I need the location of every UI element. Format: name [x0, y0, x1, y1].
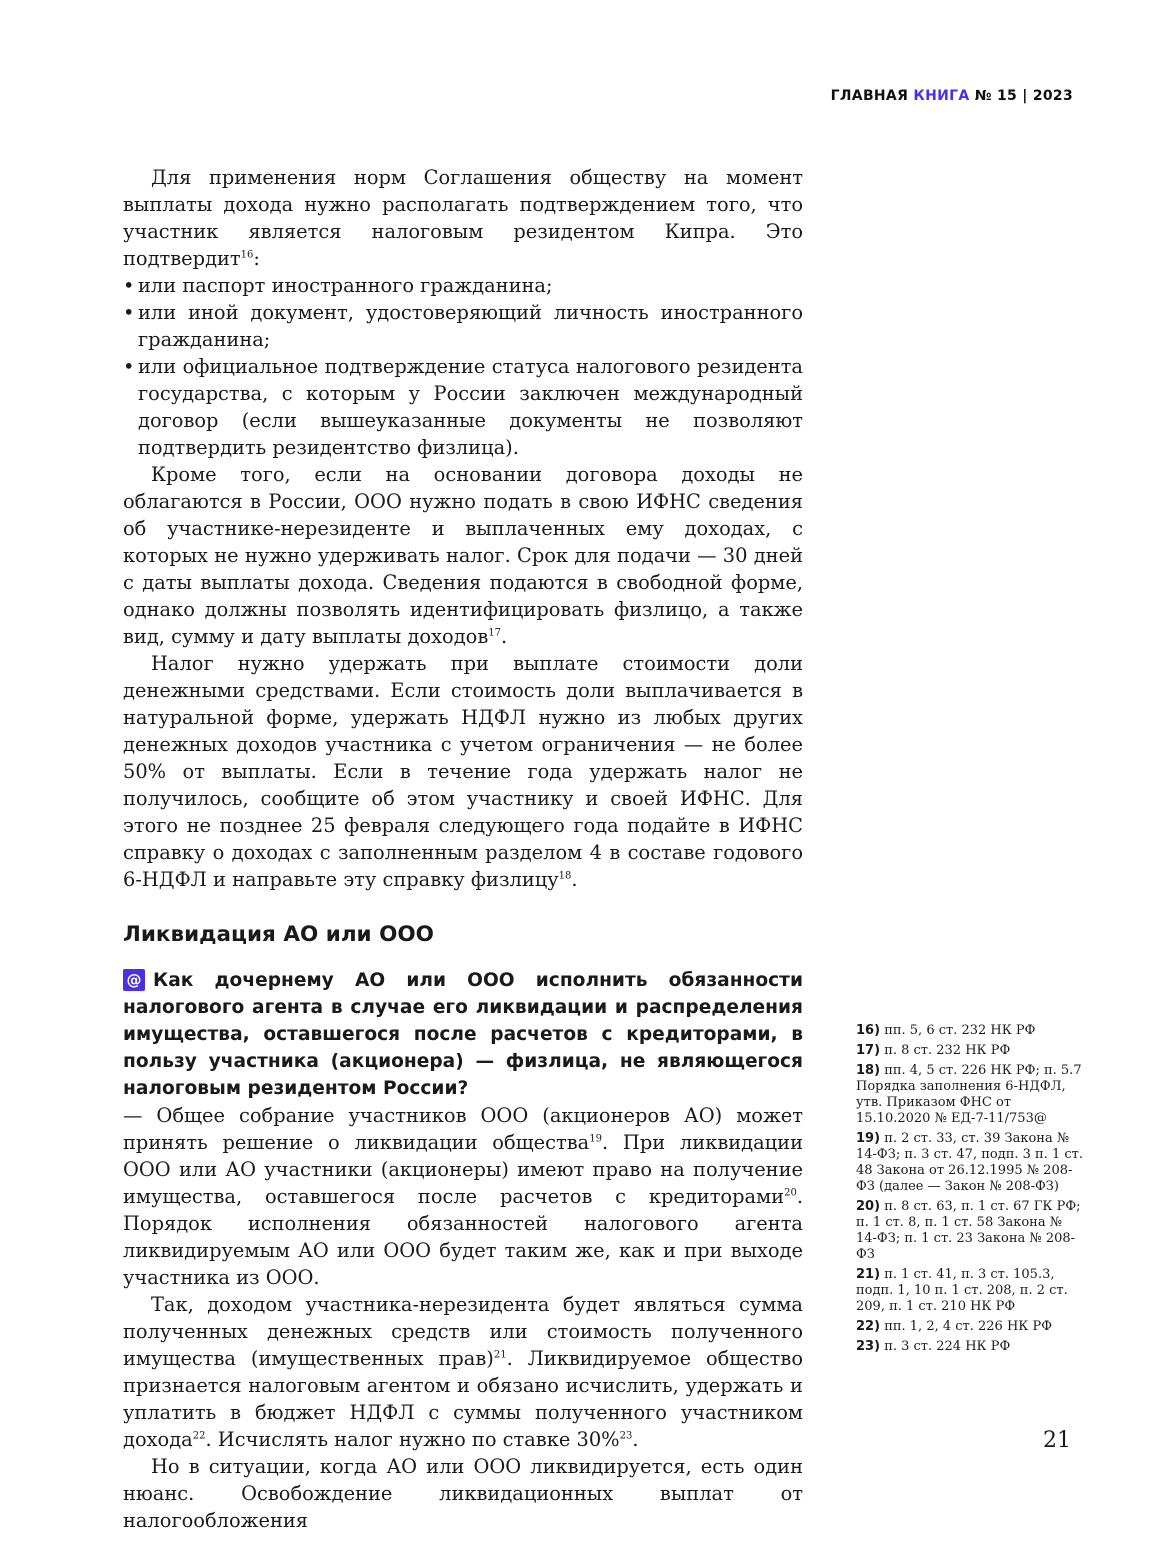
footnote-21	[856, 1267, 1086, 1315]
paragraph-3	[123, 650, 803, 893]
question-text: Как дочернему АО или ООО исполнить обязанности налогового агента в случае его ликвидации и распределения имущества, оставшегося после расчетов с кредиторами, в пользу участника (акционера) — физлица, не являющегося налоговым резидентом России?	[123, 970, 803, 1099]
issue-number: № 15 | 2023	[974, 88, 1073, 104]
main-column	[123, 164, 803, 1534]
footnote-number: 23)	[856, 1339, 881, 1354]
footnote-ref-22[interactable]: 22	[192, 1430, 206, 1442]
footnote-23	[856, 1339, 1086, 1355]
footnote-number: 18)	[856, 1063, 881, 1078]
brand-kniga: КНИГА	[913, 88, 970, 104]
footnote-text: п. 3 ст. 224 НК РФ	[884, 1339, 1011, 1354]
answer-paragraph	[123, 1102, 803, 1291]
list-item: • или официальное подтверждение статуса налогового резидента государства, с которым у России заключен международный договор (если вышеуказанные документы не позволяют подтвердить резидентство физлица).	[123, 353, 803, 461]
footnote-number: 21)	[856, 1267, 881, 1282]
paragraph-5	[123, 1291, 803, 1453]
footnote-20	[856, 1199, 1086, 1263]
paragraph-5-text-c: . Исчислять налог нужно по ставке 30%	[205, 1428, 620, 1451]
footnote-number: 17)	[856, 1043, 881, 1058]
footnote-ref-18[interactable]: 18	[558, 870, 572, 882]
footnote-text: п. 2 ст. 33, ст. 39 Закона № 14-ФЗ; п. 3 ст. 47, подп. 3 п. 1 ст. 48 Закона от 26.12.1995 № 208-ФЗ (далее — Закон № 208-ФЗ)	[856, 1131, 1083, 1194]
paragraph-5-text-b: . Ликвидируемое общество признается налоговым агентом и обязано исчислить, удержать и уплатить в бюджет НДФЛ с суммы полученного участником дохода	[123, 1347, 803, 1451]
paragraph-2-end: .	[500, 625, 508, 648]
paragraph-1	[123, 164, 803, 272]
list-item: • или иной документ, удостоверяющий личность иностранного гражданина;	[123, 299, 803, 353]
footnote-ref-16[interactable]: 16	[240, 249, 254, 261]
paragraph-3-text: Налог нужно удержать при выплате стоимости доли денежными средствами. Если стоимость доли выплачивается в натуральной форме, удержать НДФЛ нужно из любых других денежных доходов участника с учетом ограничения — не более 50% от выплаты. Если в течение года удержать налог не получилось, сообщите об этом участнику и своей ИФНС. Для этого не позднее 25 февраля следующего года подайте в ИФНС справку о доходах с заполненным разделом 4 в составе годового 6-НДФЛ и направьте эту справку физлицу	[123, 652, 803, 891]
page-number: 21	[1043, 1428, 1071, 1453]
footnote-ref-23[interactable]: 23	[619, 1430, 633, 1442]
documents-list	[123, 272, 803, 461]
footnote-number: 20)	[856, 1199, 881, 1214]
answer-text-c: . Порядок исполнения обязанностей налогового агента ликвидируемым АО или ООО будет таким же, как и при выходе участника из ООО.	[123, 1185, 803, 1289]
footnote-text: п. 8 ст. 63, п. 1 ст. 67 ГК РФ; п. 1 ст. 8, п. 1 ст. 58 Закона № 14-ФЗ; п. 1 ст. 23 Закона № 208-ФЗ	[856, 1199, 1081, 1262]
answer-text-b: . При ликвидации ООО или АО участники (акционеры) имеют право на получение имущества, оставшегося после расчетов с кредиторами	[123, 1131, 803, 1208]
footnote-number: 22)	[856, 1319, 881, 1334]
paragraph-5-end: .	[632, 1428, 639, 1451]
at-icon: @	[123, 969, 145, 991]
question-block	[123, 967, 803, 1102]
footnote-ref-21[interactable]: 21	[493, 1349, 507, 1361]
paragraph-1-end: :	[253, 247, 260, 270]
footnote-text: пп. 5, 6 ст. 232 НК РФ	[884, 1023, 1036, 1038]
footnote-number: 19)	[856, 1131, 881, 1146]
paragraph-1-text: Для применения норм Соглашения обществу на момент выплаты дохода нужно располагать подтверждением того, что участник является налоговым резидентом Кипра. Это подтвердит	[123, 166, 803, 270]
running-header	[831, 88, 1073, 104]
paragraph-5-text-a: Так, доходом участника-нерезидента будет являться сумма полученных денежных средств или стоимость полученного имущества (имущественных прав)	[123, 1293, 803, 1370]
footnote-16	[856, 1023, 1086, 1039]
footnote-ref-17[interactable]: 17	[488, 627, 501, 639]
paragraph-2-text: Кроме того, если на основании договора доходы не облагаются в России, ООО нужно подать в свою ИФНС сведения об участнике-нерезиденте и выплаченных ему доходах, с которых не нужно удерживать налог. Срок для подачи — 30 дней с даты выплаты дохода. Сведения подаются в свободной форме, однако должны позволять идентифицировать физлицо, а также вид, сумму и дату выплаты доходов	[123, 463, 803, 648]
footnote-ref-20[interactable]: 20	[784, 1187, 797, 1199]
list-item: • или паспорт иностранного гражданина;	[123, 272, 803, 299]
footnotes-sidebar	[856, 1023, 1086, 1359]
footnote-19	[856, 1131, 1086, 1195]
footnote-18	[856, 1063, 1086, 1127]
answer-text-a: — Общее собрание участников ООО (акционеров АО) может принять решение о ликвидации общества	[123, 1104, 803, 1154]
footnote-text: п. 1 ст. 41, п. 3 ст. 105.3, подп. 1, 10 п. 1 ст. 208, п. 2 ст. 209, п. 1 ст. 210 НК РФ	[856, 1267, 1068, 1314]
footnote-text: п. 8 ст. 232 НК РФ	[884, 1043, 1011, 1058]
footnote-ref-19[interactable]: 19	[589, 1133, 602, 1145]
paragraph-3-end: .	[571, 868, 578, 891]
footnote-number: 16)	[856, 1023, 881, 1038]
paragraph-2	[123, 461, 803, 650]
footnote-text: пп. 4, 5 ст. 226 НК РФ; п. 5.7 Порядка заполнения 6-НДФЛ, утв. Приказом ФНС от 15.10.2020 № ЕД-7-11/753@	[856, 1063, 1082, 1126]
footnote-17	[856, 1043, 1086, 1059]
paragraph-6: Но в ситуации, когда АО или ООО ликвидируется, есть один нюанс. Освобождение ликвидационных выплат от налогообложения	[123, 1455, 803, 1532]
footnote-text: пп. 1, 2, 4 ст. 226 НК РФ	[884, 1319, 1053, 1334]
brand-glavnaya: ГЛАВНАЯ	[830, 88, 909, 104]
footnote-22	[856, 1319, 1086, 1335]
section-title: Ликвидация АО или ООО	[123, 922, 434, 947]
